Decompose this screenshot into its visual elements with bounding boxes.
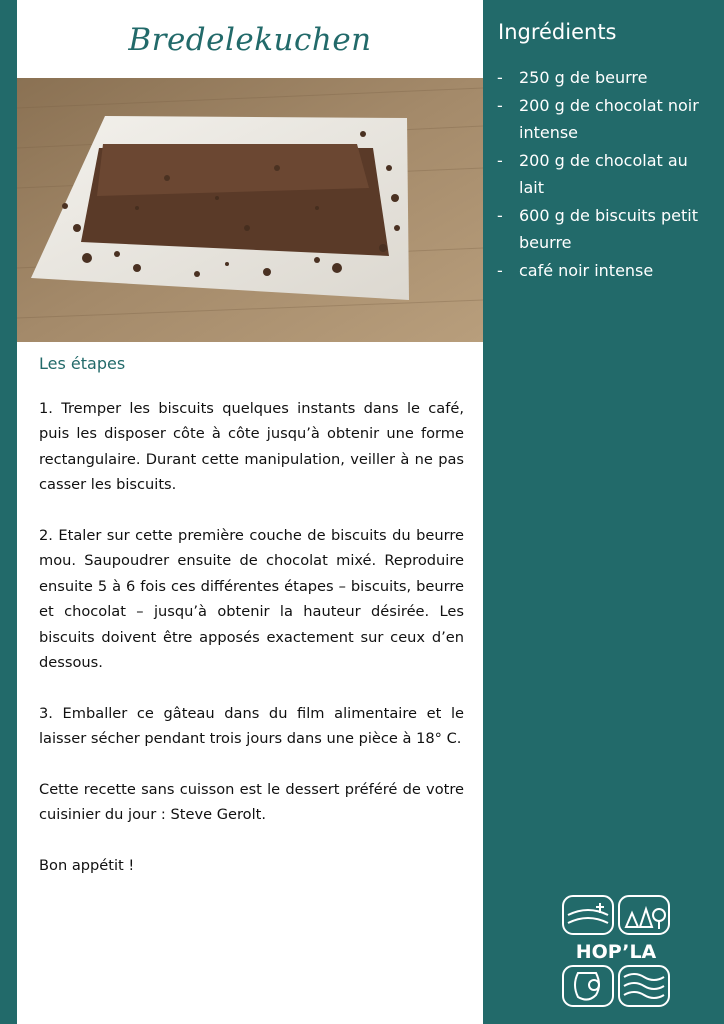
step-paragraph-3: 3. Emballer ce gâteau dans du film alimentaire et le laisser sécher pendant trois jours dans une pièce à 18° C. [39,704,464,748]
ingredients-list [497,64,712,284]
steps-body [39,396,464,904]
ingredient-item [497,147,712,202]
bullet-dash-icon: - [497,95,503,115]
step-paragraph-1: 1. Tremper les biscuits quelques instants dans le café, puis les disposer côte à côte jusqu’à obtenir une forme rectangulaire. Durant cette manipulation, veiller à ne pas casser les biscuits. [39,400,464,494]
bullet-dash-icon: - [497,150,503,170]
ingredient-item [497,202,712,257]
ingredient-label: 250 g de beurre [519,68,648,87]
ingredient-label: 200 g de chocolat noir intense [519,95,699,142]
ingredient-label: 200 g de chocolat au lait [519,150,688,197]
note-paragraph: Cette recette sans cuisson est le dessert préféré de votre cuisinier du jour : Steve Gerolt. [39,781,464,824]
steps-heading: Les étapes [39,354,126,373]
ingredient-item [497,64,712,92]
bullet-dash-icon: - [497,260,503,280]
step-paragraph-2: 2. Etaler sur cette première couche de biscuits du beurre mou. Saupoudrer ensuite de chocolat mixé. Reproduire ensuite 5 à 6 fois ces différentes étapes – biscuits, beurre et chocolat – jusqu’à obtenir la hauteur désirée. Les biscuits doivent être apposés exactement sur ceux d’en dessous. [39,527,464,672]
ingredient-item [497,92,712,147]
ingredient-label: 600 g de biscuits petit beurre [519,205,698,252]
ingredients-sidebar [483,0,724,1024]
recipe-title: Bredelekuchen [128,22,372,58]
ingredient-label: café noir intense [519,260,654,280]
left-accent-strip [0,0,17,1024]
bullet-dash-icon: - [497,68,503,87]
closing-paragraph: Bon appétit ! [39,857,135,875]
ingredient-item [497,257,712,285]
cake-photo [17,78,483,342]
hopla-logo [560,893,672,1009]
logo-text: HOP’LA [575,941,657,963]
bullet-dash-icon: - [497,205,503,225]
ingredients-heading: Ingrédients [498,20,617,44]
